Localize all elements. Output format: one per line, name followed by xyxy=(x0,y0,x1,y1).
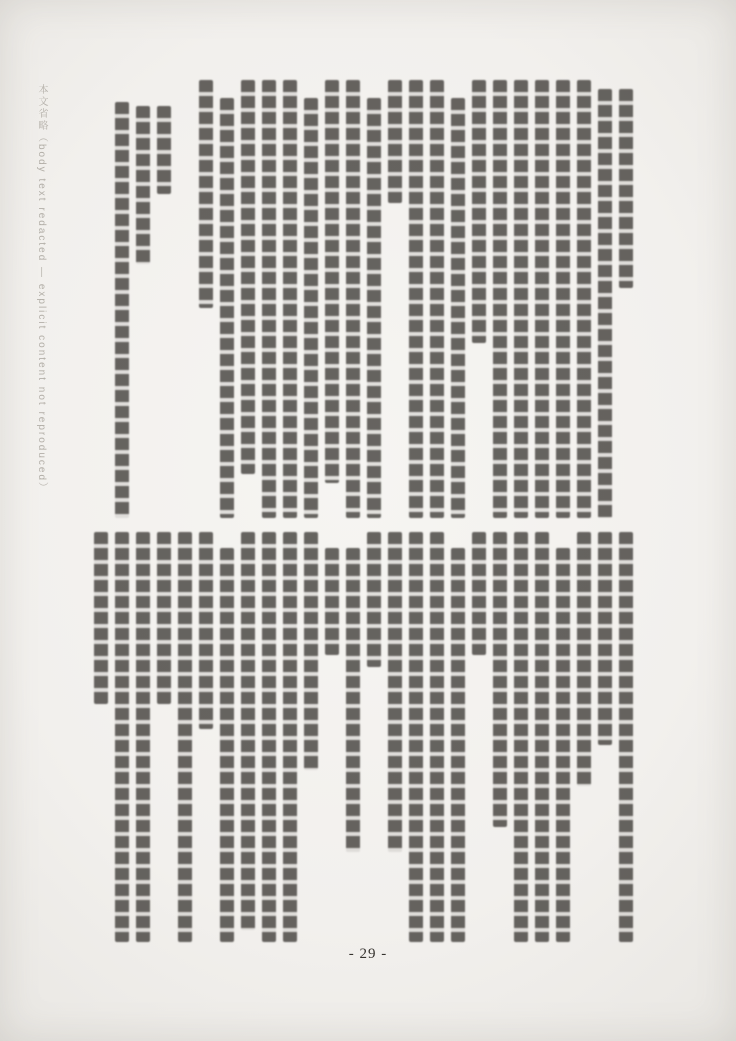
redacted-text-column xyxy=(304,532,318,770)
redaction-note: 本文省略（body text redacted — explicit content not reproduced） xyxy=(36,84,47,495)
redacted-text-column xyxy=(493,532,507,827)
redacted-text-column xyxy=(430,80,444,518)
page-number: - 29 - xyxy=(348,946,388,962)
redacted-text-column xyxy=(115,532,129,942)
redacted-text-column xyxy=(598,532,612,745)
redacted-text-column xyxy=(346,80,360,518)
redacted-text-column xyxy=(262,532,276,942)
redacted-text-column xyxy=(325,80,339,483)
redacted-text-column xyxy=(199,80,213,308)
redacted-text-column xyxy=(157,532,171,704)
redacted-text-column xyxy=(136,106,150,264)
redacted-text-column xyxy=(577,532,591,786)
redacted-text-column xyxy=(388,80,402,203)
redacted-text-column xyxy=(304,98,318,518)
redacted-text-column xyxy=(178,532,192,942)
redacted-text-column xyxy=(514,80,528,518)
redacted-text-column xyxy=(619,89,633,288)
redacted-text-column xyxy=(199,532,213,729)
redacted-text-column xyxy=(619,532,633,942)
redacted-text-column xyxy=(472,80,486,343)
redacted-text-column xyxy=(472,532,486,655)
redacted-text-column xyxy=(388,532,402,852)
redacted-text-column xyxy=(94,532,108,704)
redacted-text-column xyxy=(283,80,297,518)
redacted-text-column xyxy=(262,80,276,518)
redacted-text-column xyxy=(157,106,171,194)
redacted-text-column xyxy=(367,532,381,667)
redacted-text-column xyxy=(409,532,423,942)
redacted-text-column xyxy=(535,532,549,942)
redacted-text-column xyxy=(556,80,570,518)
redacted-text-column xyxy=(283,532,297,942)
redacted-text-column xyxy=(136,532,150,942)
redacted-text-column xyxy=(598,89,612,518)
redacted-text-column xyxy=(535,80,549,518)
text-band-top xyxy=(0,80,736,518)
redacted-text-column xyxy=(220,98,234,518)
redacted-text-column xyxy=(451,548,465,942)
redacted-text-column xyxy=(451,98,465,518)
redacted-text-column xyxy=(430,532,444,942)
redacted-text-column xyxy=(556,548,570,942)
redacted-text-column xyxy=(115,102,129,518)
redacted-text-column xyxy=(493,80,507,518)
redacted-text-column xyxy=(241,80,255,474)
redacted-text-column xyxy=(514,532,528,942)
redacted-text-column xyxy=(241,532,255,930)
redacted-text-column xyxy=(220,548,234,942)
text-band-bottom xyxy=(0,532,736,942)
redacted-text-column xyxy=(325,548,339,655)
redacted-text-column xyxy=(367,98,381,518)
redacted-text-column xyxy=(346,548,360,851)
redacted-text-column xyxy=(409,80,423,518)
redacted-text-column xyxy=(577,80,591,518)
